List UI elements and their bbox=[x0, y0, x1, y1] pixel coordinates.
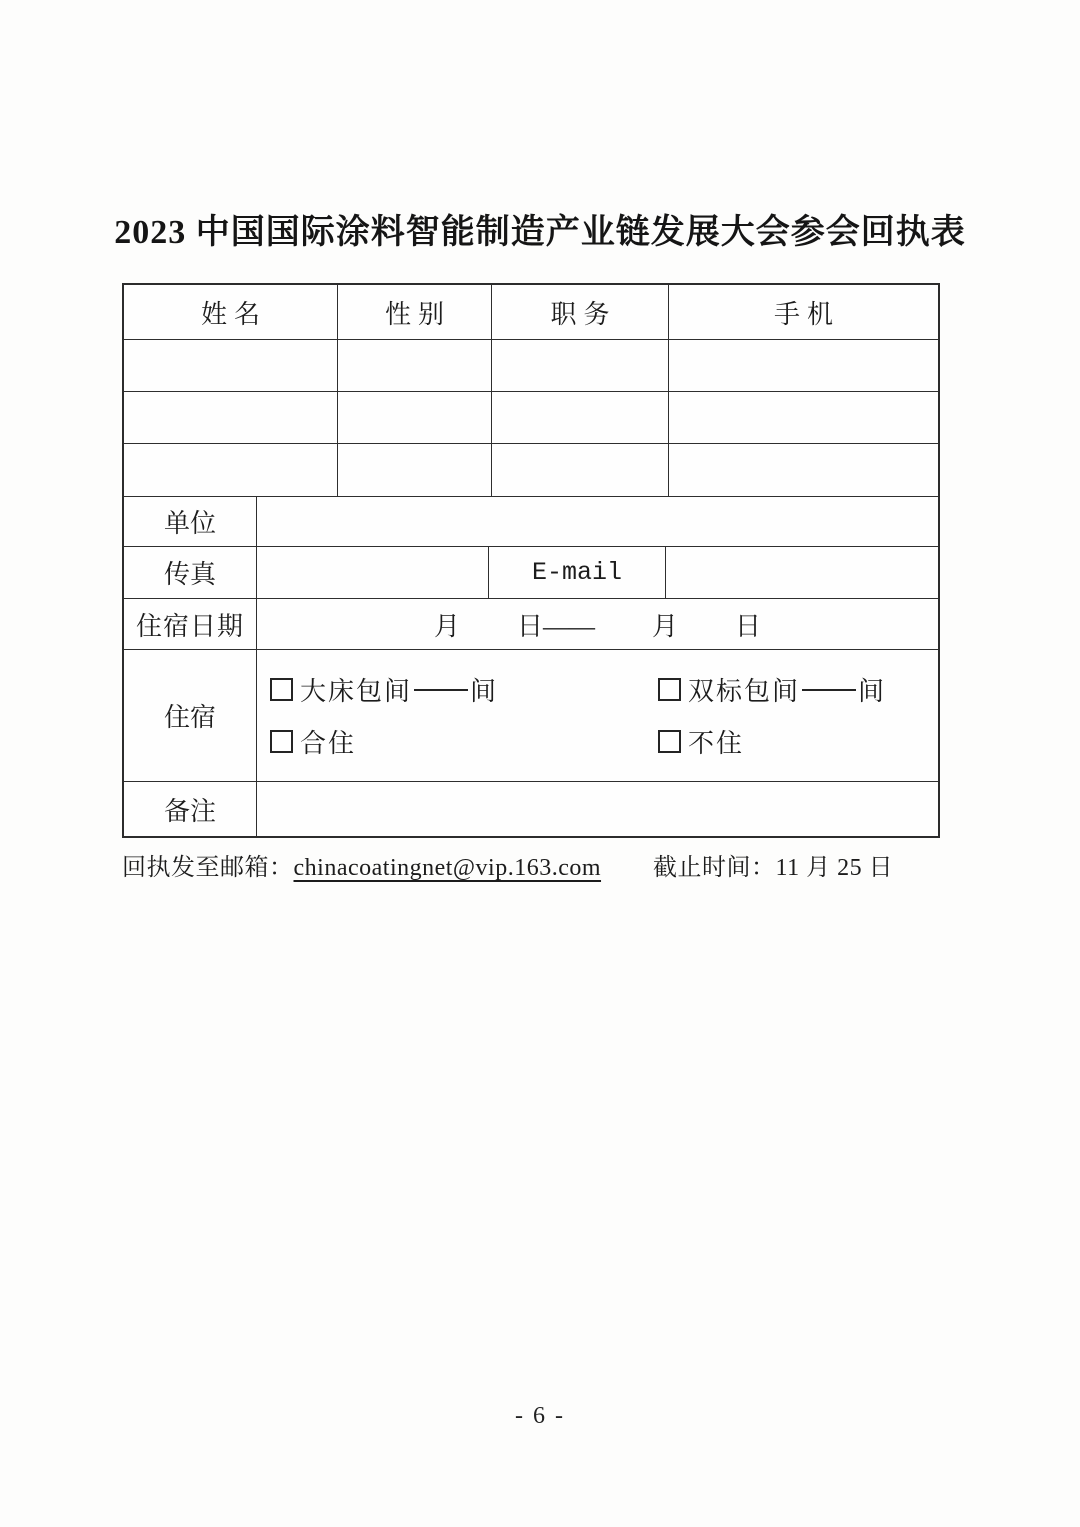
accommodation-row bbox=[124, 650, 938, 782]
stay-date-day-to: 日 bbox=[735, 611, 762, 641]
option-single-bed-room[interactable] bbox=[270, 671, 658, 708]
attendee-gender-cell bbox=[338, 444, 492, 496]
deadline-text: 截止时间：11 月 25 日 bbox=[653, 855, 894, 881]
rooms-blank-line[interactable] bbox=[414, 689, 468, 691]
remark-label: 备注 bbox=[124, 782, 257, 836]
checkbox-icon[interactable] bbox=[270, 730, 293, 753]
unit-row bbox=[124, 497, 938, 547]
stay-date-month-from: 月 bbox=[433, 611, 460, 641]
attendee-position-cell bbox=[492, 444, 669, 496]
registration-table bbox=[122, 283, 940, 838]
attendee-row bbox=[124, 340, 938, 392]
rooms-blank-line[interactable] bbox=[802, 689, 856, 691]
header-cell-name: 姓名 bbox=[124, 285, 338, 339]
stay-date-row bbox=[124, 599, 938, 650]
option-label: 不住 bbox=[688, 728, 745, 758]
page-title: 2023 中国国际涂料智能制造产业链发展大会参会回执表 bbox=[114, 214, 966, 251]
unit-label: 单位 bbox=[124, 497, 257, 546]
email-value-cell bbox=[666, 547, 938, 598]
fax-label: 传真 bbox=[124, 547, 257, 598]
unit-value-cell bbox=[257, 497, 938, 546]
rooms-suffix: 间 bbox=[858, 677, 887, 707]
attendee-position-cell bbox=[492, 392, 669, 443]
email-label: E-mail bbox=[489, 547, 666, 598]
attendee-row bbox=[124, 392, 938, 444]
option-label: 大床包间 bbox=[300, 677, 413, 707]
attendee-mobile-cell bbox=[669, 444, 938, 496]
attendee-row bbox=[124, 444, 938, 497]
header-cell-gender: 性别 bbox=[338, 285, 492, 339]
checkbox-icon[interactable] bbox=[658, 730, 681, 753]
reply-email-link[interactable]: chinacoatingnet@vip.163.com bbox=[293, 855, 602, 881]
stay-date-day-from-dash: 日—— bbox=[516, 611, 595, 641]
page-number: - 6 - bbox=[515, 1403, 565, 1429]
stay-date-value-cell bbox=[257, 599, 938, 649]
fax-row bbox=[124, 547, 938, 599]
option-label: 合住 bbox=[300, 728, 357, 758]
option-share-room[interactable] bbox=[270, 723, 658, 760]
stay-date-label: 住宿日期 bbox=[124, 599, 257, 649]
rooms-suffix: 间 bbox=[470, 677, 499, 707]
option-no-stay[interactable] bbox=[658, 723, 938, 760]
accommodation-options bbox=[257, 650, 938, 781]
option-double-standard-room[interactable] bbox=[658, 671, 938, 708]
header-cell-mobile: 手机 bbox=[773, 299, 840, 329]
attendee-mobile-cell bbox=[669, 392, 938, 443]
checkbox-icon[interactable] bbox=[270, 678, 293, 701]
reply-email-note bbox=[122, 847, 980, 882]
attendee-mobile-cell bbox=[669, 340, 938, 391]
attendee-gender-cell bbox=[338, 340, 492, 391]
attendee-name-cell bbox=[124, 392, 338, 443]
attendee-gender-cell bbox=[338, 392, 492, 443]
remark-value-cell bbox=[257, 782, 938, 836]
attendee-name-cell bbox=[124, 340, 338, 391]
table-header-row bbox=[124, 285, 938, 340]
header-cell-position: 职务 bbox=[492, 285, 669, 339]
attendee-position-cell bbox=[492, 340, 669, 391]
option-label: 双标包间 bbox=[688, 677, 801, 707]
remark-row bbox=[124, 782, 938, 836]
attendee-name-cell bbox=[124, 444, 338, 496]
stay-date-month-to: 月 bbox=[652, 611, 679, 641]
accommodation-label: 住宿 bbox=[124, 650, 257, 781]
fax-value-cell bbox=[257, 547, 489, 598]
checkbox-icon[interactable] bbox=[658, 678, 681, 701]
reply-email-label: 回执发至邮箱： bbox=[122, 855, 294, 881]
